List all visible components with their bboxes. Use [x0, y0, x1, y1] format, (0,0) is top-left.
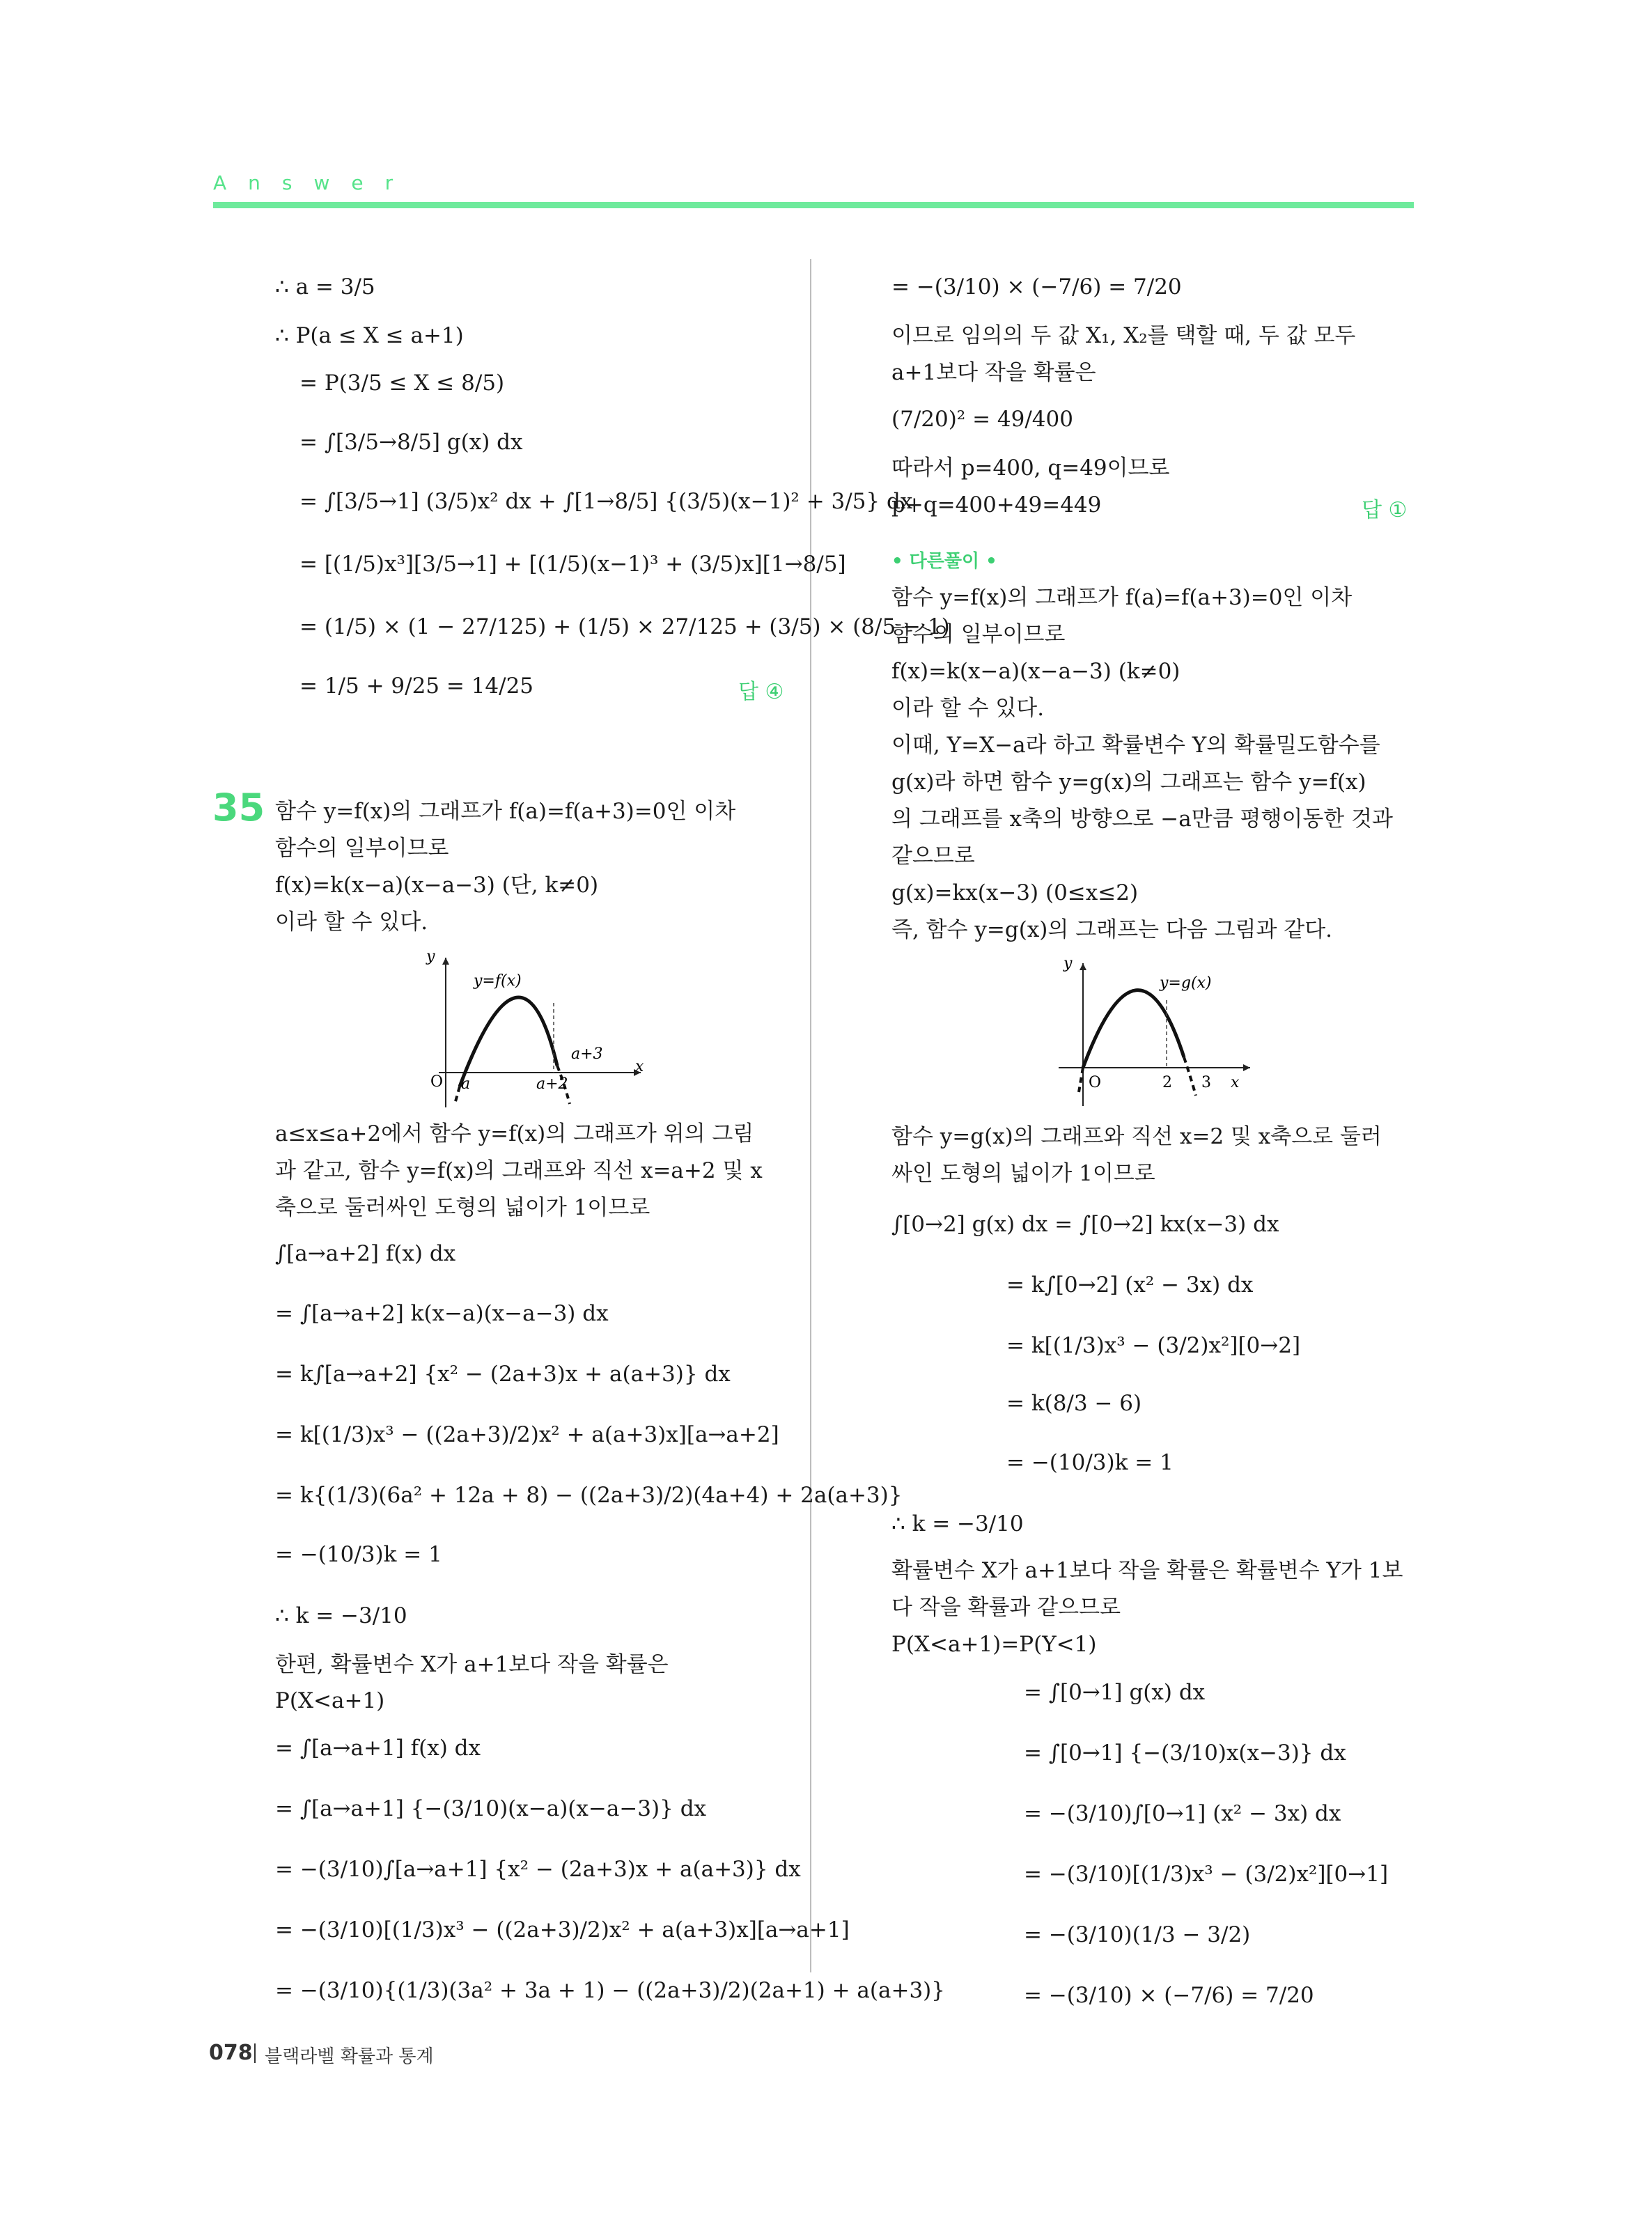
x-axis-label: x	[635, 1058, 644, 1075]
curve-label: y=f(x)	[474, 972, 522, 990]
text-line: 함수의 일부이므로	[891, 622, 1066, 647]
math-line: = −(3/10) × (−7/6) = 7/20	[891, 274, 1182, 299]
text-line: 의 그래프를 x축의 방향으로 −a만큼 평행이동한 것과	[891, 807, 1393, 832]
math-line: = −(3/10)∫[0→1] (x² − 3x) dx	[1024, 1801, 1341, 1826]
math-line: = [(1/5)x³][3/5→1] + [(1/5)(x−1)³ + (3/5)x][1→8/5]	[299, 552, 846, 577]
curve-label: y=g(x)	[1160, 974, 1212, 992]
math-line: = ∫[a→a+1] f(x) dx	[275, 1736, 481, 1761]
math-line: = ∫[a→a+2] k(x−a)(x−a−3) dx	[275, 1301, 609, 1326]
text-line: 이므로 임의의 두 값 X₁, X₂를 택할 때, 두 값 모두	[891, 323, 1356, 348]
math-line: ∴ P(a ≤ X ≤ a+1)	[275, 323, 464, 348]
math-line: = −(3/10)∫[a→a+1] {x² − (2a+3)x + a(a+3)} dx	[275, 1857, 801, 1882]
tick-label-3: 3	[1201, 1074, 1211, 1091]
origin-label: O	[1089, 1074, 1102, 1091]
math-line: = −(10/3)k = 1	[275, 1542, 442, 1567]
math-line: = k[(1/3)x³ − ((2a+3)/2)x² + a(a+3)x][a→a+2]	[275, 1422, 779, 1447]
math-line: = k{(1/3)(6a² + 12a + 8) − ((2a+3)/2)(4a+4) + 2a(a+3)}	[275, 1483, 903, 1508]
math-line: = 1/5 + 9/25 = 14/25	[299, 673, 534, 699]
math-line: ∫[a→a+2] f(x) dx	[275, 1241, 456, 1266]
text-line: 확률변수 X가 a+1보다 작을 확률은 확률변수 Y가 1보	[891, 1558, 1403, 1583]
math-line: = ∫[0→1] g(x) dx	[1024, 1680, 1206, 1705]
text-line: 함수 y=g(x)의 그래프와 직선 x=2 및 x축으로 둘러	[891, 1124, 1382, 1149]
y-axis-label: y	[1063, 955, 1073, 972]
text-line: 한편, 확률변수 X가 a+1보다 작을 확률은	[275, 1652, 669, 1677]
math-line: = k∫[0→2] (x² − 3x) dx	[1006, 1272, 1254, 1298]
tick-label-2: 2	[1162, 1074, 1172, 1091]
math-line: = k∫[a→a+2] {x² − (2a+3)x + a(a+3)} dx	[275, 1362, 731, 1387]
graph-g	[1048, 953, 1257, 1116]
text-line: a+1보다 작을 확률은	[891, 360, 1096, 385]
text-line: g(x)라 하면 함수 y=g(x)의 그래프는 함수 y=f(x)	[891, 770, 1366, 795]
math-line: ∴ k = −3/10	[275, 1603, 407, 1628]
problem-number: 35	[212, 786, 265, 830]
math-line: ∴ a = 3/5	[275, 274, 375, 299]
math-line: = ∫[3/5→1] (3/5)x² dx + ∫[1→8/5] {(3/5)(x−1)² + 3/5} dx	[299, 489, 913, 514]
math-line: ∴ k = −3/10	[891, 1511, 1024, 1536]
book-title: 블랙라벨 확률과 통계	[265, 2046, 434, 2067]
math-line: = ∫[0→1] {−(3/10)x(x−3)} dx	[1024, 1741, 1346, 1766]
math-line: (7/20)² = 49/400	[891, 407, 1073, 432]
text-line: f(x)=k(x−a)(x−a−3) (단, k≠0)	[275, 873, 599, 898]
tick-label-a3: a+3	[571, 1045, 603, 1063]
math-line: = −(3/10) × (−7/6) = 7/20	[1024, 1983, 1314, 2008]
header-rule	[213, 202, 1414, 208]
tick-label-a2: a+2	[536, 1075, 568, 1093]
footer-divider	[254, 2043, 256, 2063]
math-line: = ∫[3/5→8/5] g(x) dx	[299, 430, 523, 455]
origin-label: O	[430, 1073, 444, 1091]
math-line: = k[(1/3)x³ − (3/2)x²][0→2]	[1006, 1333, 1301, 1358]
text-line: 함수의 일부이므로	[275, 836, 449, 861]
text-line: 즉, 함수 y=g(x)의 그래프는 다음 그림과 같다.	[891, 917, 1333, 942]
text-line: a≤x≤a+2에서 함수 y=f(x)의 그래프가 위의 그림	[275, 1121, 754, 1146]
math-line: P(X<a+1)	[275, 1688, 385, 1713]
math-line: ∫[0→2] g(x) dx = ∫[0→2] kx(x−3) dx	[891, 1212, 1279, 1237]
math-line: = (1/5) × (1 − 27/125) + (1/5) × 27/125 + (3/5) × (8/5 − 1)	[299, 614, 950, 639]
math-line: g(x)=kx(x−3) (0≤x≤2)	[891, 880, 1139, 905]
page-number: 078	[209, 2041, 253, 2065]
text-line: 따라서 p=400, q=49이므로	[891, 455, 1170, 481]
column-divider	[810, 259, 811, 1972]
math-line: = P(3/5 ≤ X ≤ 8/5)	[299, 371, 505, 396]
math-line: = −(3/10)[(1/3)x³ − (3/2)x²][0→1]	[1024, 1862, 1389, 1887]
text-line: 다 작을 확률과 같으므로	[891, 1595, 1121, 1620]
text-line: 싸인 도형의 넓이가 1이므로	[891, 1161, 1155, 1186]
math-line: P(X<a+1)=P(Y<1)	[891, 1632, 1097, 1657]
math-line: = ∫[a→a+1] {−(3/10)(x−a)(x−a−3)} dx	[275, 1796, 707, 1821]
y-axis-label: y	[426, 948, 435, 965]
math-line: = −(10/3)k = 1	[1006, 1450, 1174, 1475]
math-line: = k(8/3 − 6)	[1006, 1391, 1142, 1416]
text-line: 이라 할 수 있다.	[891, 696, 1045, 721]
text-line: 이때, Y=X−a라 하고 확률변수 Y의 확률밀도함수를	[891, 733, 1380, 758]
math-line: f(x)=k(x−a)(x−a−3) (k≠0)	[891, 659, 1180, 684]
tick-label-a: a	[461, 1075, 471, 1093]
alt-solution-label: • 다른풀이 •	[891, 551, 997, 572]
math-line: = −(3/10)[(1/3)x³ − ((2a+3)/2)x² + a(a+3)x][a→a+1]	[275, 1917, 850, 1942]
header-label: Answer	[213, 171, 415, 194]
text-line: 함수 y=f(x)의 그래프가 f(a)=f(a+3)=0인 이차	[275, 799, 736, 824]
math-line: = −(3/10){(1/3)(3a² + 3a + 1) − ((2a+3)/2)(2a+1) + a(a+3)}	[275, 1978, 945, 2003]
text-line: 과 같고, 함수 y=f(x)의 그래프와 직선 x=a+2 및 x	[275, 1158, 763, 1183]
x-axis-label: x	[1231, 1074, 1240, 1091]
text-line: 함수 y=f(x)의 그래프가 f(a)=f(a+3)=0인 이차	[891, 585, 1353, 610]
text-line: 같으므로	[891, 843, 975, 869]
answer-badge: 답 ①	[1362, 498, 1408, 522]
text-line: 이라 할 수 있다.	[275, 910, 428, 935]
graph-f	[411, 947, 648, 1114]
text-line: 축으로 둘러싸인 도형의 넓이가 1이므로	[275, 1195, 650, 1220]
math-line: p+q=400+49=449	[891, 492, 1102, 517]
math-line: = −(3/10)(1/3 − 3/2)	[1024, 1922, 1251, 1947]
answer-badge: 답 ④	[738, 680, 784, 704]
